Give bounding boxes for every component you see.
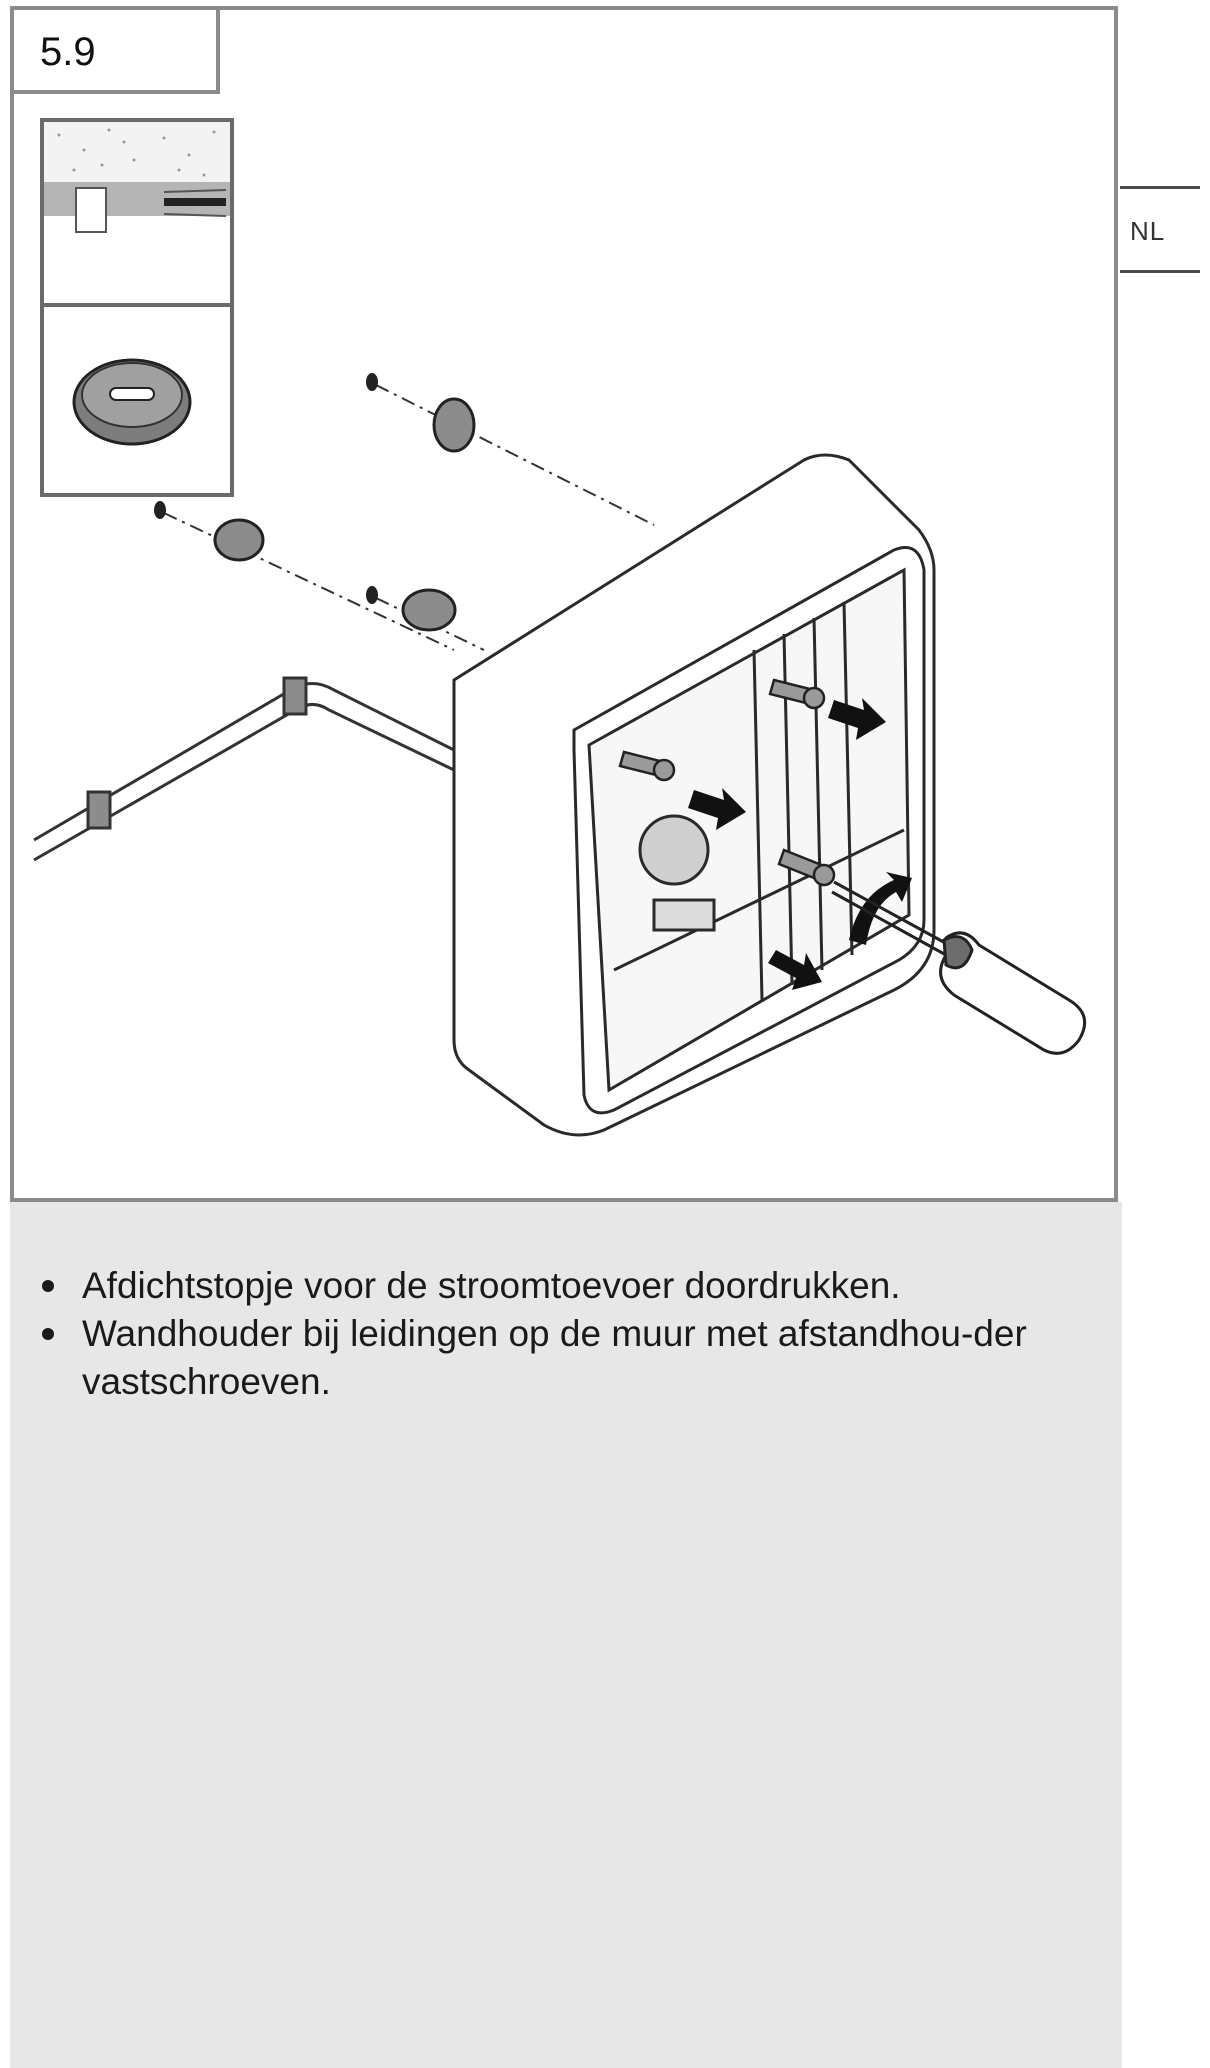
language-tab-top-rule	[1120, 186, 1200, 189]
instruction-list	[38, 1262, 1098, 1406]
installation-illustration	[14, 10, 1114, 1190]
language-tab-bottom-rule	[1120, 270, 1200, 273]
seal-plug-icon	[42, 305, 232, 495]
wall-section-icon	[42, 120, 232, 305]
seal-plug-icon	[215, 399, 474, 630]
step-box	[10, 6, 220, 94]
step-number: 5.9	[40, 30, 96, 74]
language-tab: NL	[1130, 216, 1166, 246]
instruction-panel	[10, 1202, 1122, 2068]
instruction-item: Afdichtstopje voor de stroomtoevoer doordrukken.	[38, 1262, 1098, 1310]
instruction-item: Wandhouder bij leidingen op de muur met afstandhou-der vastschroeven.	[38, 1310, 1098, 1406]
cable-duct-icon	[34, 678, 454, 860]
